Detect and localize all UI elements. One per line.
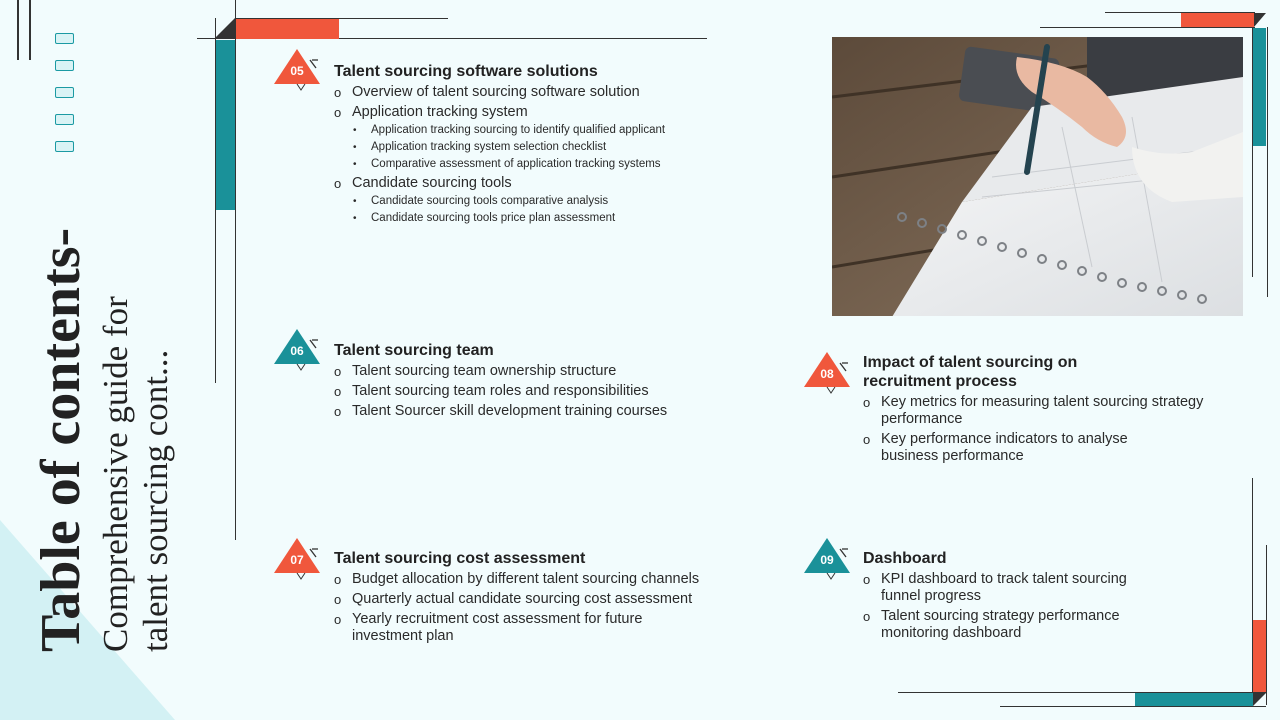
section-number: 05 — [290, 64, 304, 78]
list-item: o Key metrics for measuring talent sourcing strategy performance — [863, 394, 1211, 428]
section-badge-05 — [272, 46, 322, 91]
sub-list-item: • Application tracking system selection checklist — [352, 140, 734, 155]
section-number: 09 — [820, 553, 834, 567]
decor-line — [17, 0, 19, 60]
list-item: o Key performance indicators to analyse business performance — [863, 431, 1161, 465]
section-title: Talent sourcing cost assessment — [334, 550, 586, 567]
notebook-photo — [832, 37, 1243, 316]
section-title: Talent sourcing team — [334, 342, 494, 359]
section-number: 08 — [820, 367, 834, 381]
frame-corner — [1254, 13, 1266, 27]
list-item: o Yearly recruitment cost assessment for future investment plan — [334, 611, 652, 645]
list-item: o Talent Sourcer skill development training courses — [334, 403, 734, 420]
frame-line — [1000, 706, 1266, 707]
list-item: o Talent sourcing team ownership structure — [334, 363, 734, 380]
list-item: o Talent sourcing team roles and responsibilities — [334, 383, 734, 400]
page-title: Table of contents- — [30, 227, 92, 652]
frame-line — [1266, 545, 1267, 705]
frame-line — [235, 0, 236, 540]
section-title: Dashboard — [863, 550, 947, 567]
list-item: o Quarterly actual candidate sourcing cost assessment — [334, 591, 714, 608]
section-number: 07 — [290, 553, 304, 567]
orange-bar — [1181, 13, 1254, 27]
frame-corner — [1253, 693, 1266, 706]
section-09 — [863, 549, 1213, 642]
section-05 — [334, 62, 734, 226]
page-title-block — [30, 0, 230, 652]
teal-bar — [1135, 693, 1253, 706]
frame-line — [1267, 27, 1268, 297]
list-item: o Application tracking system • Application tracking sourcing to identify qualified applicant • Application tracking system selection checklist • Comparative assessment of application tracking systems — [334, 104, 734, 172]
orange-bar — [236, 19, 339, 39]
frame-corner — [215, 18, 235, 38]
sub-list-item: • Candidate sourcing tools price plan assessment — [352, 211, 734, 226]
page-subtitle: Comprehensive guide for talent sourcing cont... — [96, 296, 175, 652]
section-badge-06 — [272, 326, 322, 371]
section-badge-09 — [802, 535, 852, 580]
section-badge-08 — [802, 349, 852, 394]
list-item: o Overview of talent sourcing software solution — [334, 84, 734, 101]
section-06 — [334, 341, 734, 420]
section-title: Talent sourcing software solutions — [334, 63, 598, 80]
list-item: o KPI dashboard to track talent sourcing funnel progress — [863, 571, 1151, 605]
frame-line — [1040, 27, 1255, 28]
section-badge-07 — [272, 535, 322, 580]
sub-list-item: • Candidate sourcing tools comparative analysis — [352, 194, 734, 209]
section-08 — [863, 353, 1213, 465]
list-item: o Budget allocation by different talent sourcing channels — [334, 571, 714, 588]
photo-illustration — [832, 37, 1243, 316]
section-number: 06 — [290, 344, 304, 358]
sub-list-item: • Application tracking sourcing to identify qualified applicant — [352, 123, 734, 138]
sub-list-item: • Comparative assessment of application tracking systems — [352, 157, 734, 172]
teal-bar — [1253, 28, 1266, 146]
orange-bar — [1253, 620, 1266, 693]
list-item: o Talent sourcing strategy performance monitoring dashboard — [863, 608, 1151, 642]
list-item: o Candidate sourcing tools • Candidate sourcing tools comparative analysis • Candidate sourcing tools price plan assessment — [334, 175, 734, 226]
section-title: Impact of talent sourcing on recruitment process — [863, 354, 1078, 390]
teal-bar — [216, 40, 235, 210]
section-07 — [334, 549, 714, 645]
